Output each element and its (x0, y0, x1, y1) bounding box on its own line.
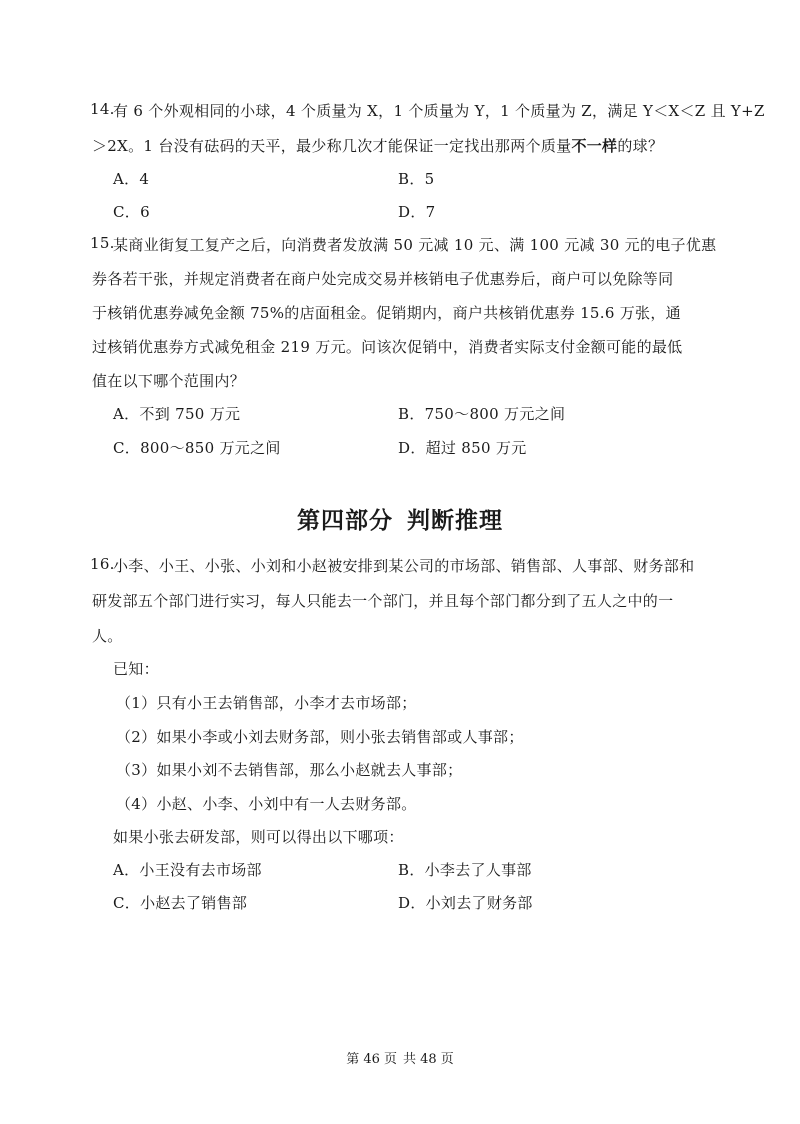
q16-option-c[interactable]: C．小赵去了销售部 (113, 894, 248, 912)
section-part: 第四部分 (297, 508, 393, 534)
section-name: 判断推理 (407, 508, 503, 534)
q15-stem-line: 券各若干张，并规定消费者在商户处完成交易并核销电子优惠券后，商户可以免除等同 (92, 270, 674, 288)
q16-number: 16. (90, 555, 115, 573)
q16-condition: （2）如果小李或小刘去财务部，则小张去销售部或人事部； (116, 728, 524, 746)
q15-stem-line: 于核销优惠券减免金额 75%的店面租金。促销期内，商户共核销优惠券 15.6 万张，通 (92, 304, 681, 322)
q14-option-d[interactable]: D．7 (398, 203, 436, 221)
q15-option-b[interactable]: B．750～800 万元之间 (398, 405, 566, 423)
q16-option-a[interactable]: A．小王没有去市场部 (113, 861, 262, 879)
q16-condition: （3）如果小刘不去销售部，那么小赵就去人事部； (116, 761, 463, 779)
q16-condition: （1）只有小王去销售部，小李才去市场部； (116, 694, 417, 712)
q15-option-d[interactable]: D．超过 850 万元 (398, 439, 527, 457)
q15-option-a[interactable]: A．不到 750 万元 (113, 405, 241, 423)
q15-option-c[interactable]: C．800～850 万元之间 (113, 439, 281, 457)
q14-stem-line: 有 6 个外观相同的小球，4 个质量为 X，1 个质量为 Y，1 个质量为 Z，满足 Y＜X＜Z 且 Y+Z (113, 102, 765, 120)
q16-stem-line: 研发部五个部门进行实习，每人只能去一个部门，并且每个部门都分到了五人之中的一 (92, 592, 674, 610)
q16-known-label: 已知： (113, 660, 159, 678)
q16-stem-line: 人。 (92, 627, 123, 645)
q16-option-d[interactable]: D．小刘去了财务部 (398, 894, 533, 912)
q16-question: 如果小张去研发部，则可以得出以下哪项： (113, 828, 404, 846)
q15-stem-line: 值在以下哪个范围内？ (92, 372, 246, 390)
section-title (0, 502, 800, 535)
q14-option-a[interactable]: A．4 (113, 170, 150, 188)
q15-number: 15. (90, 234, 115, 252)
q14-option-c[interactable]: C．6 (113, 203, 150, 221)
q14-stem-line: ＞2X。1 台没有砝码的天平，最少称几次才能保证一定找出那两个质量不一样的球？ (92, 137, 664, 155)
q14-emphasis: 不一样 (571, 137, 618, 155)
q16-option-b[interactable]: B．小李去了人事部 (398, 861, 532, 879)
q15-stem-line: 过核销优惠券方式减免租金 219 万元。问该次促销中，消费者实际支付金额可能的最低 (92, 338, 683, 356)
q16-condition: （4）小赵、小李、小刘中有一人去财务部。 (116, 795, 417, 813)
q15-stem-line: 某商业街复工复产之后，向消费者发放满 50 元减 10 元、满 100 元减 30 元的电子优惠 (113, 236, 717, 254)
q14-number: 14. (90, 100, 115, 118)
q14-option-b[interactable]: B．5 (398, 170, 435, 188)
page-footer (0, 1048, 800, 1067)
page-number: 第 46 页 (346, 1052, 397, 1067)
page-total: 共 48 页 (403, 1052, 454, 1067)
q16-stem-line: 小李、小王、小张、小刘和小赵被安排到某公司的市场部、销售部、人事部、财务部和 (113, 557, 695, 575)
